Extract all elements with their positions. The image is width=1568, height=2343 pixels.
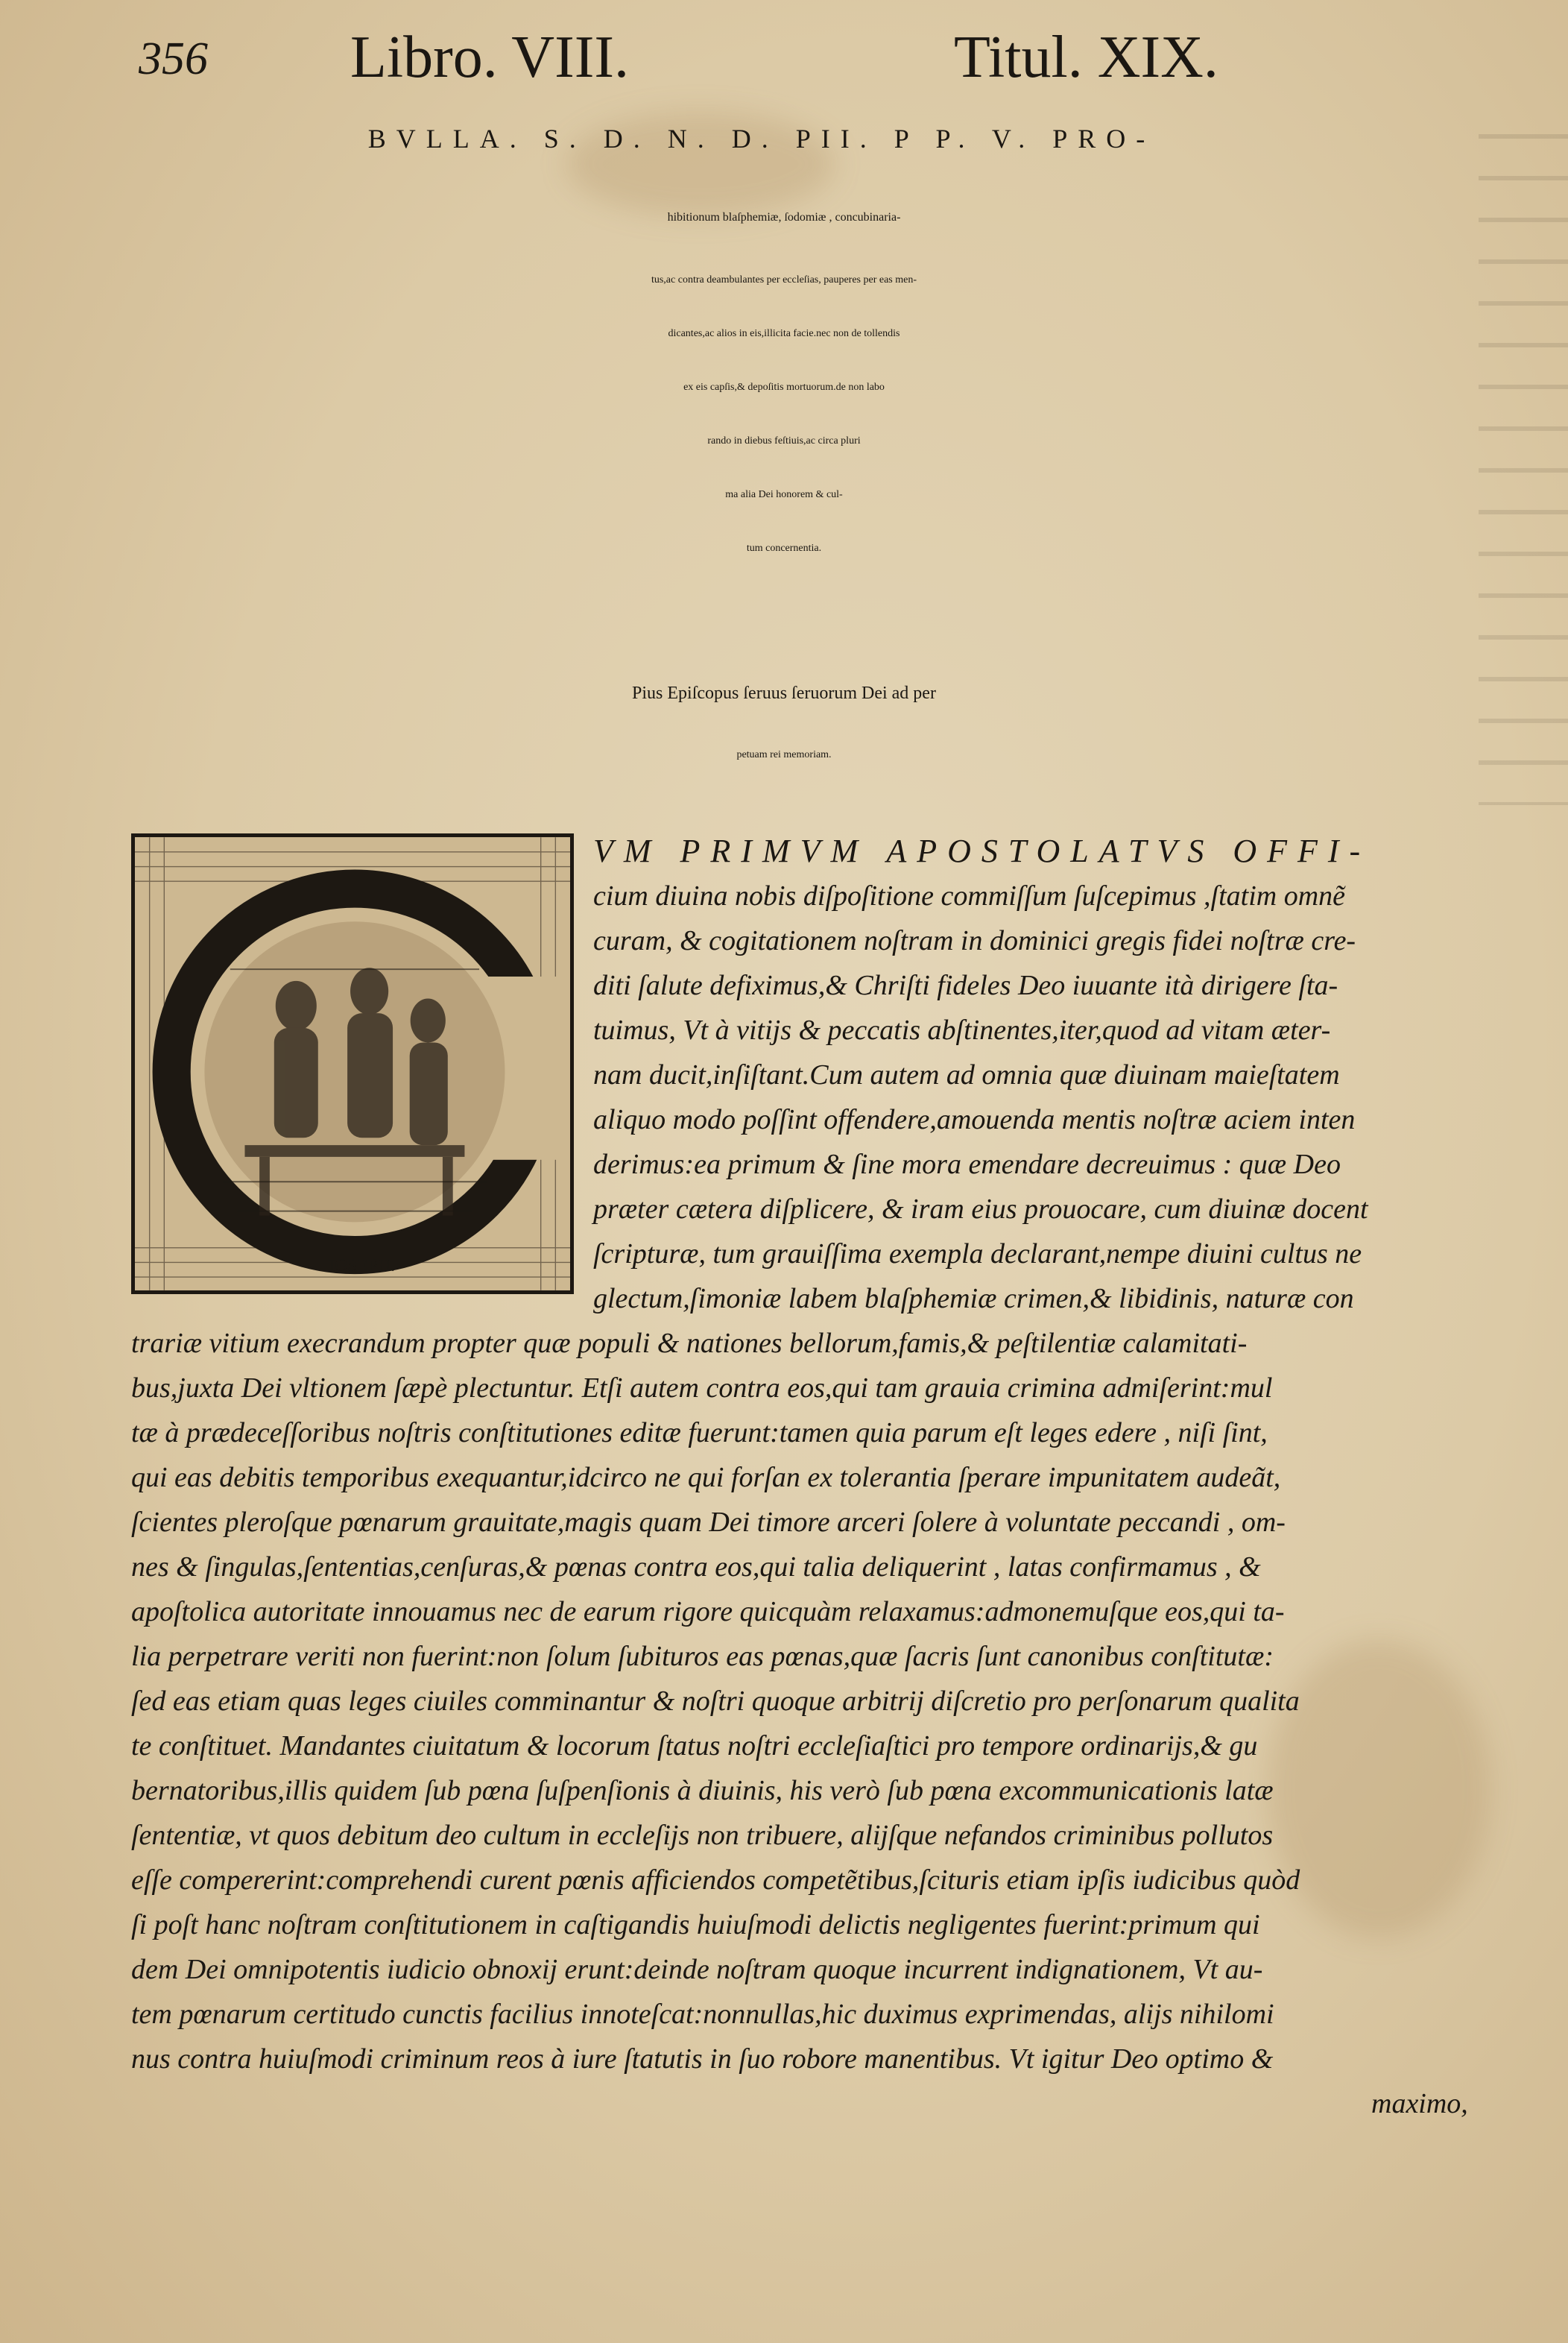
- text-line: nus contra huiuſmodi criminum reos à iure ſtatutis in ſuo robore manentibus. Vt igitur Deo optimo &: [131, 2043, 1274, 2075]
- text-line: nes & ſingulas,ſententias,cenſuras,& pœnas contra eos,qui talia deliquerint , latas confirmamus , &: [131, 1551, 1261, 1583]
- text-line: ſcripturæ, tum grauiſſima exempla declarant,nempe diuini cultus ne: [593, 1238, 1362, 1270]
- book-label: Libro. VIII.: [350, 25, 629, 90]
- text-line: tæ à prædeceſſoribus noſtris conſtitutiones editæ fuerunt:tamen quia parum eſt leges edere , niſi ſint,: [131, 1417, 1268, 1448]
- title-line: hibitionum blaſphemiæ, ſodomiæ , concubinaria-: [667, 211, 901, 224]
- text-line: ſi poſt hanc noſtram conſtitutionem in caſtigandis huiuſmodi delictis negligentes fuerint:primum qui: [131, 1909, 1260, 1940]
- text-line: te conſtituet. Mandantes ciuitatum & locorum ſtatus noſtri eccleſiaſtici pro tempore ordinarijs,& gu: [131, 1730, 1258, 1762]
- text-line: nam ducit,inſiſtant.Cum autem ad omnia quæ diuinam maieſtatem: [593, 1059, 1340, 1091]
- text-line: tuimus, Vt à vitijs & peccatis abſtinentes,iter,quod ad vitam æter-: [593, 1015, 1331, 1046]
- woodcut-illustration: [135, 837, 570, 1290]
- text-line: apoſtolica autoritate innouamus nec de earum rigore quicquàm relaxamus:admonemuſque eos,qui ta-: [131, 1596, 1285, 1627]
- subheading-line: Pius Epiſcopus ſeruus ſeruorum Dei ad per: [632, 684, 936, 703]
- title-line: tum concernentia.: [746, 543, 822, 554]
- woodcut-initial: [131, 833, 574, 1294]
- subheading-line: petuam rei memoriam.: [736, 749, 832, 760]
- text-line: ſententiæ, vt quos debitum deo cultum in eccleſijs non tribuere, alijſque nefandos criminibus pollutos: [131, 1820, 1274, 1851]
- text-line: eſſe compererint:comprehendi curent pœnis afficiendos competẽtibus,ſcituris etiam ipſis iudicibus quòd: [131, 1864, 1300, 1896]
- catchword: maximo,: [1371, 2088, 1468, 2119]
- running-header: [0, 13, 1568, 90]
- text-line: cium diuina nobis diſpoſitione commiſſum ſuſcepimus ,ſtatim omnẽ: [593, 880, 1346, 912]
- title-line: ex eis capſis,& depoſitis mortuorum.de non labo: [683, 382, 885, 393]
- text-line: diti ſalute defiximus,& Chriſti fideles Deo iuuante ità dirigere ſta-: [593, 970, 1338, 1001]
- text-line: præter cætera diſplicere, & iram eius prouocare, cum diuinæ docent: [593, 1193, 1368, 1225]
- text-line: dem Dei omnipotentis iudicio obnoxij erunt:deinde noſtram quoque incurrent indignationem, Vt au-: [131, 1954, 1263, 1985]
- text-line: aliquo modo poſſint offendere,amouenda mentis noſtræ aciem inten: [593, 1104, 1356, 1135]
- text-line: bus,juxta Dei vltionem ſæpè plectuntur. Etſi autem contra eos,qui tam grauia crimina admiſerint:mul: [131, 1372, 1273, 1404]
- text-line: derimus:ea primum & ſine mora emendare decreuimus : quæ Deo: [593, 1149, 1341, 1180]
- page-number: 356: [139, 34, 208, 84]
- text-line: qui eas debitis temporibus exequantur,idcirco ne qui forſan ex tolerantia ſperare impunitatem audeãt,: [131, 1462, 1281, 1493]
- text-line: trariæ vitium execrandum propter quæ populi & nationes bellorum,famis,& peſtilentiæ calamitati-: [131, 1328, 1248, 1359]
- woodcut-caption: IOSEPH.: [329, 1256, 395, 1276]
- title-line: ma alia Dei honorem & cul-: [725, 489, 843, 500]
- text-line: glectum,ſimoniæ labem blaſphemiæ crimen,& libidinis, naturæ con: [593, 1283, 1354, 1314]
- title-line: rando in diebus feſtiuis,ac circa pluri: [707, 435, 861, 447]
- text-line: tem pœnarum certitudo cunctis facilius innoteſcat:nonnullas,hic duximus exprimendas, alijs nihilomi: [131, 1999, 1274, 2030]
- text-line: VM PRIMVM APOSTOLATVS OFFI-: [593, 833, 1371, 869]
- subheading: [0, 656, 1568, 780]
- text-line: bernatoribus,illis quidem ſub pœna ſuſpenſionis à diuinis, his verò ſub pœna excommunicationis latæ: [131, 1775, 1274, 1806]
- text-line: curam, & cogitationem noſtram in dominici gregis fidei noſtræ cre-: [593, 925, 1356, 956]
- text-line: ſed eas etiam quas leges ciuiles comminantur & noſtri quoque arbitrij diſcretio pro perſonarum qualita: [131, 1685, 1300, 1717]
- text-line: ſcientes pleroſque pœnarum grauitate,magis quam Dei timore arceri ſolere à voluntate peccandi , om-: [131, 1507, 1286, 1538]
- text-line: lia perpetrare veriti non fuerint:non ſolum ſubituros eas pœnas,quæ ſacris ſunt canonibus conſtitutæ:: [131, 1641, 1274, 1672]
- title-line: dicantes,ac alios in eis,illicita facie.nec non de tollendis: [668, 328, 900, 339]
- title-line: BVLLA. S. D. N. D. PII. P P. V. PRO-: [367, 124, 1156, 154]
- title-line: tus,ac contra deambulantes per eccleſias, pauperes per eas men-: [651, 274, 917, 286]
- title-reference: Titul. XIX.: [954, 25, 1218, 90]
- document-title: [0, 95, 1568, 575]
